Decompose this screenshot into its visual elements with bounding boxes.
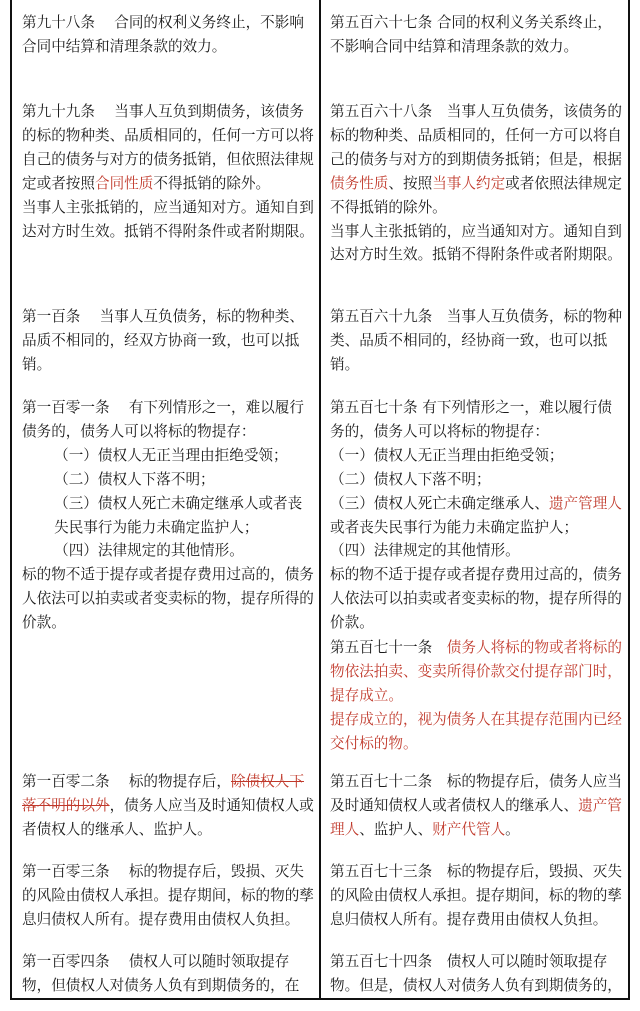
deleted-text: 除债权人下落不明的以外 [22,773,304,814]
article-98: 第九十八条 合同的权利义务终止，不影响合同中结算和清理条款的效力。 [22,14,304,55]
article-102: 第一百零二条 标的物提存后，除债权人下落不明的以外，债务人应当及时通知债权人或者债权人的继承人、监护人。 [22,773,314,838]
highlighted-term: 当事人约定 [432,174,506,192]
article-572: 第五百七十二条 标的物提存后，债务人应当及时通知债权人或者债权人的继承人、遗产管理人、监护人、财产代管人。 [330,773,622,838]
article-567: 第五百六十七条 合同的权利义务关系终止，不影响合同中结算和清理条款的效力。 [330,14,612,55]
column-divider [319,0,321,1000]
article-103: 第一百零三条 标的物提存后，毁损、灭失的风险由债权人承担。提存期间，标的物的孳息归债权人所有。提存费用由债权人负担。 [22,863,314,928]
article-569: 第五百六十九条 当事人互负债务，标的物种类、品质不相同的，经协商一致，也可以抵销。 [330,308,622,373]
article-100: 第一百条 当事人互负债务，标的物种类、品质不相同的，经双方协商一致，也可以抵销。 [22,308,304,373]
article-104: 第一百零四条 债权人可以随时领取提存物，但债权人对债务人负有到期债务的，在 [22,953,300,994]
article-568: 第五百六十八条 当事人互负债务，该债务的标的物种类、品质相同的，任何一方可以将自己的债务与对方的到期债务抵销；但是，根据债务性质、按照当事人约定或者依照法律规定不得抵销的除外。 当事人主张抵销的，应当通知对方。通知自到达对方时生效。抵销不得附条件或者附期限。 [330,103,622,264]
article-574: 第五百七十四条 债权人可以随时领取提存物。但是，债权人对债务人负有到期债务的， [330,953,622,994]
highlighted-term: 遗产管理人 [330,796,622,838]
highlighted-term: 遗产管理人 [548,494,622,512]
article-571: 第五百七十一条 债务人将标的物或者将标的物依法拍卖、变卖所得价款交付提存部门时，提存成立。 提存成立的，视为债务人在其提存范围内已经交付标的物。 [330,639,622,752]
article-99: 第九十九条 当事人互负到期债务，该债务的标的物种类、品质相同的，任何一方可以将自己的债务与对方的债务抵销，但依照法律规定或者按照合同性质不得抵销的除外。 当事人主张抵销的，应当通知对方。通知自到达对方时生效。抵销不得附条件或者附期限。 [22,103,314,240]
highlighted-term: 债务性质 [330,174,389,192]
highlighted-term: 财产代管人 [432,820,506,838]
highlighted-term: 合同性质 [94,174,154,192]
article-101: 第一百零一条 有下列情形之一，难以履行债务的，债务人可以将标的物提存： （一）债权人无正当理由拒绝受领； （二）债权人下落不明； （三）债权人死亡未确定继承人或者丧失民事行为能力未确定监护人； （四）法律规定的其他情形。 标的物不适于提存或者提存费用过高的，债务人依法可以拍卖或者变卖标的物，提存所得的价款。 [22,399,314,632]
article-570: 第五百七十条 有下列情形之一，难以履行债务的，债务人可以将标的物提存： （一）债权人无正当理由拒绝受领； （二）债权人下落不明； （三）债权人死亡未确定继承人、遗产管理人或者丧失民事行为能力未确定监护人； （四）法律规定的其他情形。 标的物不适于提存或者提存费用过高的，债务人依法可以拍卖或者变卖标的物，提存所得的价款。 [330,399,622,632]
article-573: 第五百七十三条 标的物提存后，毁损、灭失的风险由债权人承担。提存期间，标的物的孳息归债权人所有。提存费用由债权人负担。 [330,863,622,928]
article-label: 第九十八条 [22,14,95,31]
